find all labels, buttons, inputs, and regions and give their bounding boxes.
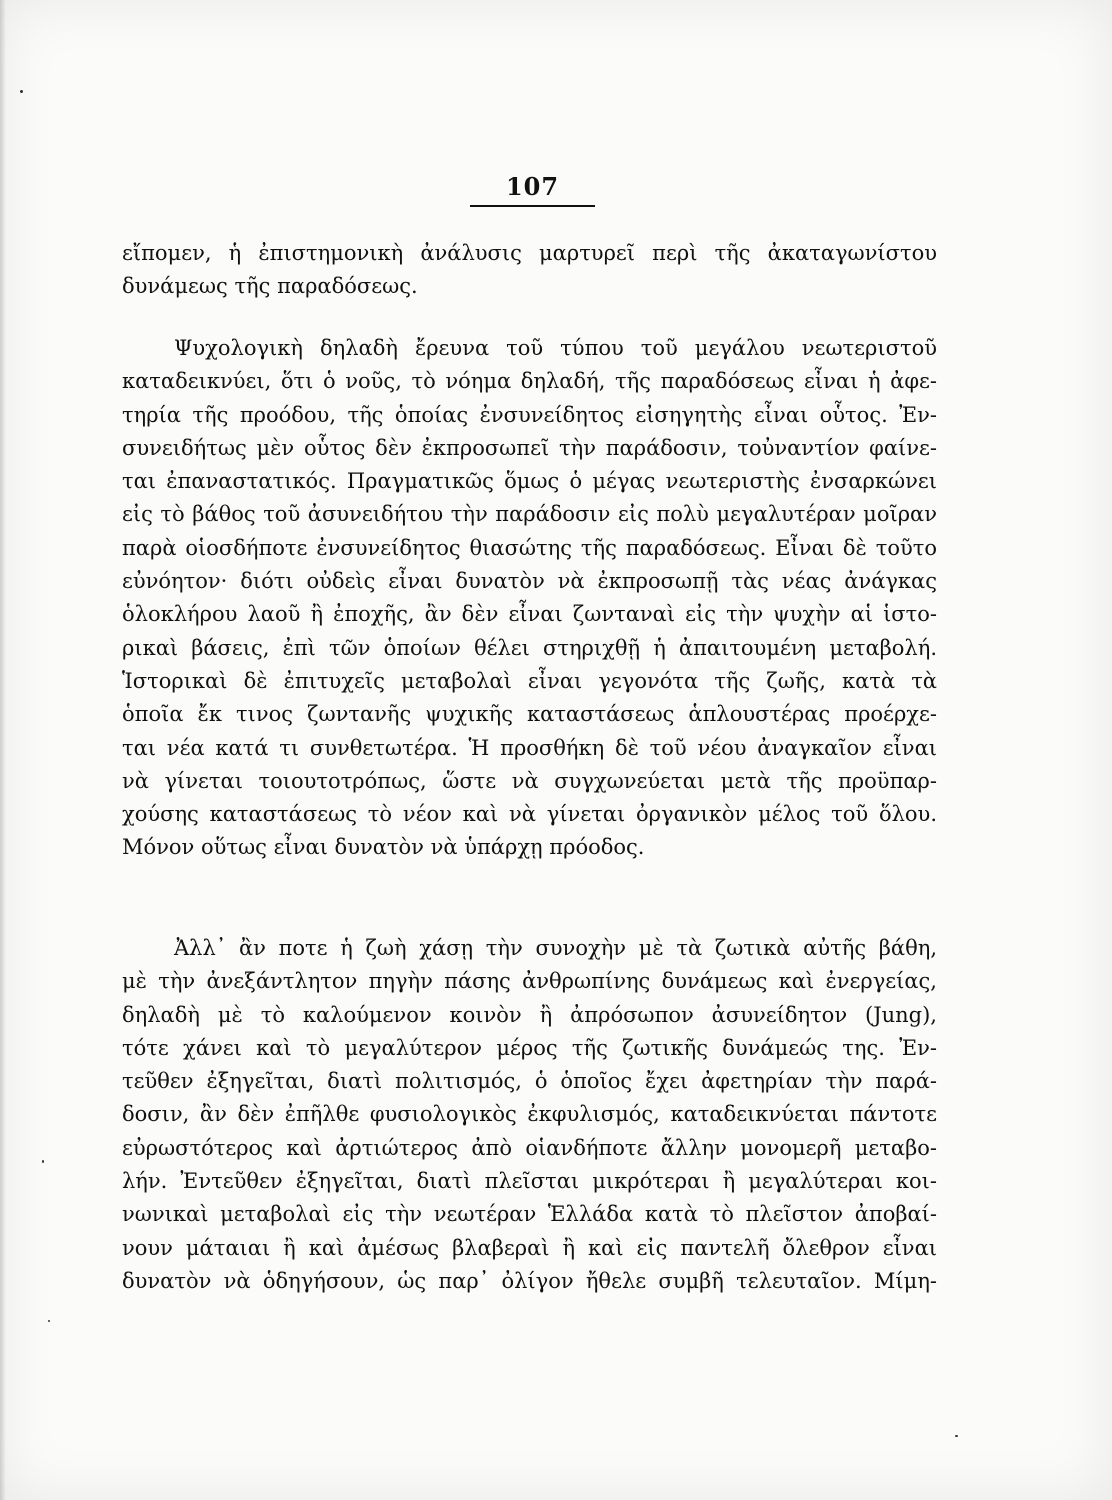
paragraph-2 bbox=[122, 332, 937, 865]
text-line: καταδεικνύει, ὅτι ὁ νοῦς, τὸ νόημα δηλαδή, τῆς παραδόσεως εἶναι ἡ ἀφε- bbox=[122, 369, 937, 394]
text-line: ὁλοκλήρου λαοῦ ἢ ἐποχῆς, ἂν δὲν εἶναι ζωνταναὶ εἰς τὴν ψυχὴν αἱ ἱστο- bbox=[122, 602, 937, 627]
paragraph-1 bbox=[122, 237, 937, 304]
text-line: ται νέα κατά τι συνθετωτέρα. Ἡ προσθήκη δὲ τοῦ νέου ἀναγκαῖον εἶναι bbox=[122, 735, 937, 760]
text-line: ται ἐπαναστατικός. Πραγματικῶς ὅμως ὁ μέγας νεωτεριστὴς ἐνσαρκώνει bbox=[122, 469, 937, 494]
text-line: νωνικαὶ μεταβολαὶ εἰς τὴν νεωτέραν Ἑλλάδα κατὰ τὸ πλεῖστον ἀποβαί- bbox=[122, 1202, 937, 1227]
text-line: Μόνον οὕτως εἶναι δυνατὸν νὰ ὑπάρχῃ πρόοδος. bbox=[122, 835, 645, 860]
scan-speck bbox=[20, 90, 23, 93]
text-line: τότε χάνει καὶ τὸ μεγαλύτερον μέρος τῆς ζωτικῆς δυνάμεώς της. Ἐν- bbox=[122, 1035, 937, 1060]
scan-speck bbox=[955, 1435, 958, 1437]
text-line: νουν μάταιαι ἢ καὶ ἀμέσως βλαβεραὶ ἢ καὶ εἰς παντελῆ ὄλεθρον εἶναι bbox=[122, 1235, 937, 1260]
text-line: ὁποῖα ἔκ τινος ζωντανῆς ψυχικῆς καταστάσεως ἁπλουστέρας προέρχε- bbox=[122, 702, 937, 727]
page-edge-shadow bbox=[0, 0, 6, 1500]
text-line: συνειδήτως μὲν οὗτος δὲν ἐκπροσωπεῖ τὴν παράδοσιν, τοὐναντίον φαίνε- bbox=[122, 435, 937, 460]
text-line: δυνάμεως τῆς παραδόσεως. bbox=[122, 274, 418, 299]
text-line: Ἀλλ᾽ ἂν ποτε ἡ ζωὴ χάσῃ τὴν συνοχὴν μὲ τὰ ζωτικὰ αὐτῆς βάθη, bbox=[174, 936, 937, 960]
text-line: χούσης καταστάσεως τὸ νέον καὶ νὰ γίνεται ὀργανικὸν μέλος τοῦ ὅλου. bbox=[122, 802, 937, 827]
page-number: 107 bbox=[505, 172, 560, 201]
text-line: δοσιν, ἂν δὲν ἐπῆλθε φυσιολογικὸς ἐκφυλισμός, καταδεικνύεται πάντοτε bbox=[122, 1102, 937, 1127]
text-line: ρικαὶ βάσεις, ἐπὶ τῶν ὁποίων θέλει στηριχθῇ ἡ ἀπαιτουμένη μεταβολή. bbox=[122, 635, 937, 660]
scan-speck bbox=[42, 1160, 44, 1163]
text-line: εὐνόητον· διότι οὐδεὶς εἶναι δυνατὸν νὰ ἐκπροσωπῇ τὰς νέας ἀνάγκας bbox=[122, 569, 937, 594]
text-line: Ἱστορικαὶ δὲ ἐπιτυχεῖς μεταβολαὶ εἶναι γεγονότα τῆς ζωῆς, κατὰ τὰ bbox=[122, 668, 937, 693]
text-line: εὐρωστότερος καὶ ἀρτιώτερος ἀπὸ οἱανδήποτε ἄλλην μονομερῆ μεταβο- bbox=[122, 1135, 937, 1160]
text-line: Ψυχολογικὴ δηλαδὴ ἔρευνα τοῦ τύπου τοῦ μεγάλου νεωτεριστοῦ bbox=[174, 336, 937, 360]
page-number-rule bbox=[470, 205, 595, 207]
text-line: εἰς τὸ βάθος τοῦ ἀσυνειδήτου τὴν παράδοσιν εἰς πολὺ μεγαλυτέραν μοῖραν bbox=[122, 502, 937, 527]
text-line: λήν. Ἐντεῦθεν ἐξηγεῖται, διατὶ πλεῖσται μικρότεραι ἢ μεγαλύτεραι κοι- bbox=[122, 1169, 937, 1194]
text-line: εἴπομεν, ἡ ἐπιστημονικὴ ἀνάλυσις μαρτυρεῖ περὶ τῆς ἀκαταγωνίστου bbox=[122, 241, 937, 265]
scan-speck bbox=[48, 1320, 50, 1322]
text-line: τηρία τῆς προόδου, τῆς ὁποίας ἐνσυνείδητος εἰσηγητὴς εἶναι οὗτος. Ἐν- bbox=[122, 402, 937, 427]
text-line: μὲ τὴν ἀνεξάντλητον πηγὴν πάσης ἀνθρωπίνης δυνάμεως καὶ ἐνεργείας, bbox=[122, 969, 937, 994]
text-line: τεῦθεν ἐξηγεῖται, διατὶ πολιτισμός, ὁ ὁποῖος ἔχει ἀφετηρίαν τὴν παρά- bbox=[122, 1069, 937, 1094]
text-line: παρὰ οἱοσδήποτε ἐνσυνείδητος θιασώτης τῆς παραδόσεως. Εἶναι δὲ τοῦτο bbox=[122, 535, 937, 560]
paragraph-3 bbox=[122, 932, 937, 1298]
text-line: δηλαδὴ μὲ τὸ καλούμενον κοινὸν ἢ ἀπρόσωπον ἀσυνείδητον (Jung), bbox=[122, 1002, 937, 1027]
text-line: νὰ γίνεται τοιουτοτρόπως, ὥστε νὰ συγχωνεύεται μετὰ τῆς προϋπαρ- bbox=[122, 768, 937, 793]
text-line: δυνατὸν νὰ ὁδηγήσουν, ὡς παρ᾽ ὀλίγον ἤθελε συμβῆ τελευταῖον. Μίμη- bbox=[122, 1268, 937, 1293]
